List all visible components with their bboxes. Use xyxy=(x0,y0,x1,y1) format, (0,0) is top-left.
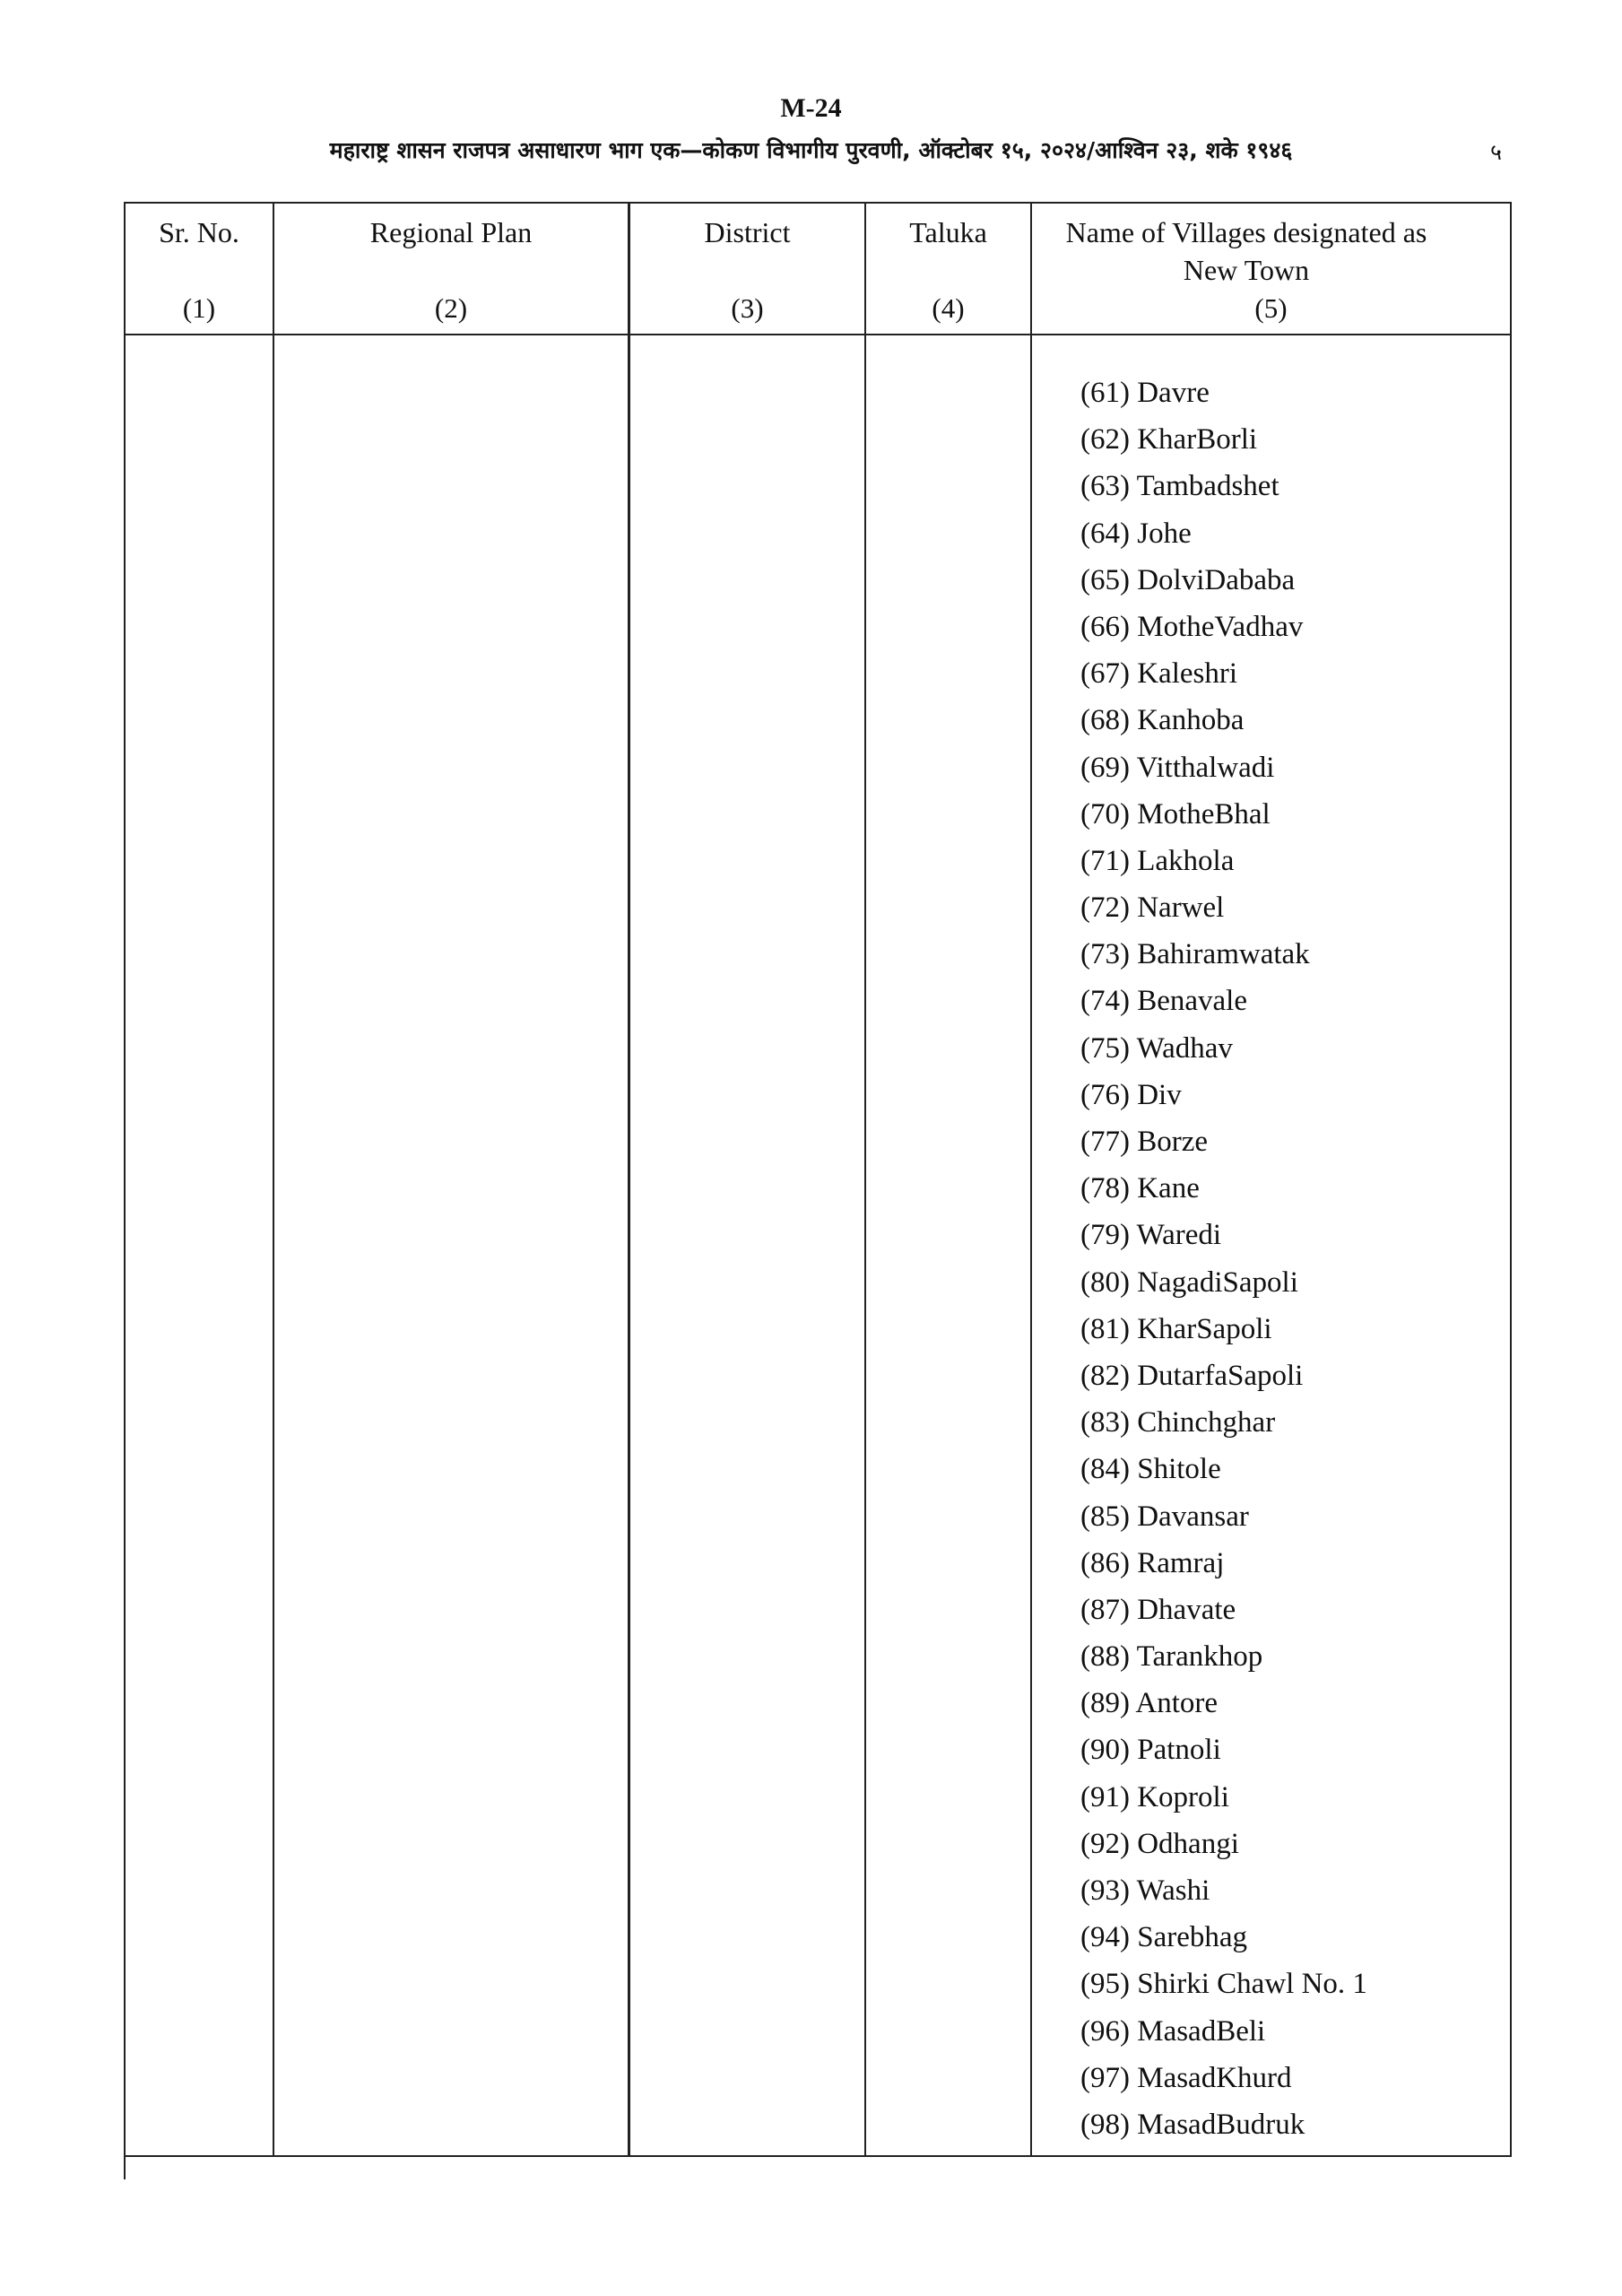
village-list-item: (72) Narwel xyxy=(1080,891,1225,925)
village-list-item: (73) Bahiramwatak xyxy=(1080,938,1310,971)
village-list-item: (63) Tambadshet xyxy=(1080,470,1279,503)
village-list-item: (65) DolviDababa xyxy=(1080,563,1296,596)
col-header-sr-no: Sr. No. xyxy=(159,216,239,248)
col-header-district: District xyxy=(704,216,791,248)
village-list-item: (85) Davansar xyxy=(1080,1500,1249,1533)
village-list-item: (98) MasadBudruk xyxy=(1080,2108,1305,2141)
village-list-item: (87) Dhavate xyxy=(1080,1593,1236,1626)
village-list-item: (95) Shirki Chawl No. 1 xyxy=(1080,1968,1367,2001)
village-list-item: (82) DutarfaSapoli xyxy=(1080,1359,1304,1392)
table-header-rule xyxy=(124,334,1512,335)
col-header-villages: Name of Villages designated as New Town xyxy=(1065,216,1427,286)
page-number: ५ xyxy=(1490,139,1503,165)
table-top-rule xyxy=(124,202,1512,204)
village-list-item: (70) MotheBhal xyxy=(1080,797,1271,831)
village-list-item: (84) Shitole xyxy=(1080,1453,1221,1486)
village-list-item: (61) Davre xyxy=(1080,377,1210,409)
village-list-item: (96) MasadBeli xyxy=(1080,2014,1266,2048)
village-list-item: (68) Kanhoba xyxy=(1080,704,1245,737)
village-list-item: (80) NagadiSapoli xyxy=(1080,1265,1298,1299)
village-list-item: (74) Benavale xyxy=(1080,985,1247,1018)
village-list-item: (93) Washi xyxy=(1080,1874,1210,1907)
village-list-item: (91) Koproli xyxy=(1080,1780,1229,1813)
village-list-item: (88) Tarankhop xyxy=(1080,1640,1263,1674)
village-list-item: (75) Wadhav xyxy=(1080,1031,1233,1065)
village-list-item: (83) Chinchghar xyxy=(1080,1406,1276,1439)
col-number-5: (5) xyxy=(1254,292,1288,324)
gazette-code: M-24 xyxy=(780,93,842,123)
village-list-item: (77) Borze xyxy=(1080,1126,1209,1158)
village-list xyxy=(1080,370,1502,2148)
col-number-2: (2) xyxy=(434,292,468,324)
village-list-item: (76) Div xyxy=(1080,1078,1182,1111)
village-list-item: (78) Kane xyxy=(1080,1172,1200,1205)
col-number-3: (3) xyxy=(731,292,764,324)
village-list-item: (81) KharSapoli xyxy=(1080,1312,1272,1345)
village-list-item: (62) KharBorli xyxy=(1080,423,1258,457)
village-list-item: (69) Vitthalwadi xyxy=(1080,751,1275,784)
col-divider-3 xyxy=(864,202,866,2157)
col-divider-1 xyxy=(273,202,274,2157)
village-list-item: (89) Antore xyxy=(1080,1687,1219,1720)
table-bottom-rule xyxy=(124,2155,1512,2157)
gazette-header-line: महाराष्ट्र शासन राजपत्र असाधारण भाग एक—कोकण विभागीय पुरवणी, ऑक्टोबर १५, २०२४/आश्विन २३, शके १९४६ xyxy=(329,137,1293,163)
village-list-item: (66) MotheVadhav xyxy=(1080,610,1304,643)
village-list-item: (94) Sarebhag xyxy=(1080,1921,1248,1954)
col-header-regional-plan: Regional Plan xyxy=(369,216,533,248)
col-divider-2 xyxy=(628,202,630,2157)
col-number-1: (1) xyxy=(182,292,216,324)
village-list-item: (67) Kaleshri xyxy=(1080,657,1238,691)
col-header-taluka: Taluka xyxy=(909,216,987,248)
village-list-item: (71) Lakhola xyxy=(1080,844,1235,877)
village-list-item: (64) Johe xyxy=(1080,517,1192,550)
village-list-item: (79) Waredi xyxy=(1080,1219,1222,1252)
village-list-item: (90) Patnoli xyxy=(1080,1734,1221,1767)
col-number-4: (4) xyxy=(932,292,965,324)
village-list-item: (92) Odhangi xyxy=(1080,1827,1239,1860)
table-right-border xyxy=(1510,202,1512,2157)
col-divider-4 xyxy=(1030,202,1032,2157)
village-list-item: (97) MasadKhurd xyxy=(1080,2061,1292,2094)
table-left-border xyxy=(124,202,126,2179)
village-list-item: (86) Ramraj xyxy=(1080,1546,1225,1579)
